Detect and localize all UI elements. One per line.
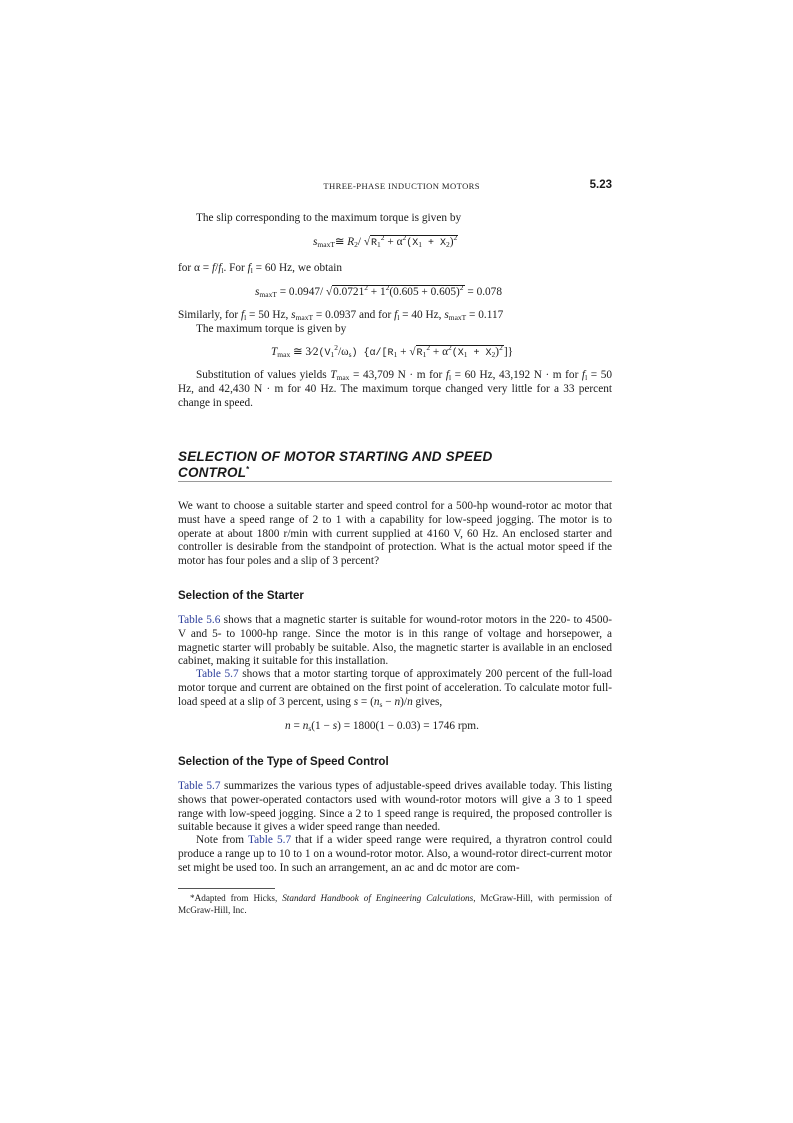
eq3-T-sub: max bbox=[277, 350, 291, 359]
eq3-frac: 3⁄2 bbox=[305, 346, 319, 358]
equation-slip-60hz bbox=[255, 285, 502, 299]
eq3-T: T bbox=[271, 346, 278, 358]
paragraph-starter-2 bbox=[178, 668, 612, 709]
eq4-s: s bbox=[332, 720, 338, 732]
eq1-s-sub: maxT bbox=[317, 240, 335, 249]
starter-p2-b: = ( bbox=[358, 695, 374, 708]
eq2-s-sub: maxT bbox=[259, 290, 277, 299]
p3-s2: s bbox=[444, 309, 449, 321]
p5-a: Substitution of values yields bbox=[196, 369, 331, 381]
eq3-rad-a: R bbox=[416, 348, 423, 359]
footnote-title: Standard Handbook of Engineering Calculations bbox=[282, 893, 474, 903]
starter-p1-rest: shows that a magnetic starter is suitable for wound-rotor motors in the 220- to 4500-V and 5- to 1000-hp range. Since the motor is in this range of voltage and horsepower, a magnetic starter will probably be suitable. Also, the magnetic starter is available in an enclosed cabinet, making it suitable for this installation. bbox=[178, 614, 612, 668]
footnote-b: , McGraw-Hill, with permission of McGraw-Hill, Inc. bbox=[178, 893, 612, 915]
starter-p2-s: s bbox=[353, 695, 359, 708]
p5-f2: f bbox=[581, 369, 586, 381]
eq3-rad-sub: 1 bbox=[422, 350, 427, 359]
p3-s2sub: maxT bbox=[448, 313, 467, 322]
eq2-rad-sup2: 2 bbox=[385, 283, 390, 292]
eq3-rel: ≅ bbox=[290, 346, 306, 358]
eq2-s: s bbox=[255, 286, 260, 298]
paragraph-speed-2 bbox=[178, 834, 612, 875]
eq2-rad-sup3: 2 bbox=[459, 283, 464, 292]
p3-c: = 0.0937 and for bbox=[313, 309, 395, 321]
eq3-r-sub: 1 bbox=[393, 350, 398, 359]
starter-p2-e: gives, bbox=[412, 695, 443, 708]
eq2-radicand bbox=[332, 285, 464, 298]
p5-Tsub: max bbox=[336, 373, 350, 382]
p3-l2: l bbox=[397, 313, 400, 322]
eq2-rad-b: + 1 bbox=[367, 286, 386, 298]
page-number: 5.23 bbox=[589, 179, 612, 191]
paragraph-similarly bbox=[178, 309, 612, 323]
eq3-rad-b: + α bbox=[430, 346, 449, 358]
paragraph-problem-statement: We want to choose a suitable starter and speed control for a 500-hp wound-rotor ac motor that must have a speed range of 2 to 1 with a capability for low-speed jogging. The motor is to operate at about 1800 r/min with current supplied at 4160 V, 60 Hz. An enclosed starter and controller is desirable from the standpoint of protection. What is the actual motor speed if the motor has four poles and a slip of 3 percent? bbox=[178, 500, 612, 568]
eq1-r2: R bbox=[347, 236, 355, 248]
eq3-rad-x2: 2 bbox=[491, 350, 496, 359]
eq3-end: ]} bbox=[503, 346, 513, 358]
eq1-rad-r-sup: 2 bbox=[380, 233, 385, 242]
paragraph-substitution bbox=[178, 369, 612, 410]
speed-p2-rest: that if a wider speed range were required, a thyratron control could produce a range up to 10 to 1 on a wound-rotor motor. Also, a wound-rotor direct-current motor set might be used too. In such an arrangement, an ac and dc motor are com- bbox=[178, 834, 612, 874]
p5-f1: f bbox=[445, 369, 449, 381]
p5-T: T bbox=[330, 369, 337, 381]
section-heading-footnote-mark: * bbox=[246, 465, 250, 474]
p5-b: = 43,709 N · m for bbox=[349, 369, 446, 381]
eq3-v-sub: 1 bbox=[330, 350, 335, 359]
equation-full-load-speed bbox=[285, 719, 479, 733]
eq2-rad-a: 0.0721 bbox=[333, 286, 365, 298]
p3-l1: l bbox=[244, 313, 247, 322]
eq1-rad-alpha: + α bbox=[384, 236, 403, 248]
eq3-a: (V bbox=[318, 348, 331, 359]
p3-d: = 40 Hz, bbox=[399, 309, 445, 321]
starter-p2-ns: s bbox=[379, 699, 383, 709]
p3-s1sub: maxT bbox=[295, 313, 314, 322]
eq2-result: = 0.078 bbox=[464, 286, 502, 298]
p2-a: for α = bbox=[178, 262, 212, 274]
eq3-rad-sup3: 2 bbox=[499, 343, 503, 352]
p3-b: = 50 Hz, bbox=[246, 309, 292, 321]
p2-fl: f bbox=[218, 262, 222, 274]
eq4-n2: n bbox=[302, 720, 309, 732]
eq3-rad-x1: 1 bbox=[463, 350, 468, 359]
eq1-rad-close: ) bbox=[449, 236, 454, 248]
p2-slash: / bbox=[215, 262, 219, 274]
eq2-rad-sup1: 2 bbox=[364, 283, 368, 292]
p3-a: Similarly, for bbox=[178, 309, 241, 321]
paragraph-starter-1 bbox=[178, 614, 612, 669]
link-table-5-7-a[interactable]: Table 5.7 bbox=[196, 668, 239, 680]
paragraph-slip-intro: The slip corresponding to the maximum torque is given by bbox=[196, 212, 462, 224]
eq1-r2-sub: 2 bbox=[354, 240, 358, 249]
subheading-starter: Selection of the Starter bbox=[178, 590, 304, 602]
paragraph-speed-1 bbox=[178, 780, 612, 835]
p3-s1: s bbox=[291, 309, 296, 321]
equation-slip-max-torque bbox=[313, 235, 458, 250]
section-divider bbox=[178, 481, 612, 482]
running-header-title: THREE-PHASE INDUCTION MOTORS bbox=[323, 181, 480, 191]
p2-l: l bbox=[221, 266, 224, 275]
starter-p2-n2: n bbox=[394, 695, 401, 708]
p2-l2: l bbox=[250, 266, 253, 275]
eq3-c: ) {α/[R bbox=[351, 348, 394, 359]
section-heading-line1: SELECTION OF MOTOR STARTING AND SPEED bbox=[178, 449, 493, 464]
p2-fl2: f bbox=[247, 262, 251, 274]
eq2-rad-c: (0.605 + 0.605) bbox=[389, 286, 460, 298]
p5-l2: l bbox=[585, 373, 588, 382]
p3-f2: f bbox=[394, 309, 398, 321]
eq3-v-sup: 2 bbox=[334, 343, 339, 352]
paragraph-max-torque-intro: The maximum torque is given by bbox=[196, 323, 347, 335]
eq2-body: = 0.0947/ √ bbox=[276, 286, 333, 298]
eq1-rad-sq: 2 bbox=[453, 233, 458, 242]
eq3-d: + √ bbox=[397, 346, 416, 358]
eq1-rad-r-sub: 1 bbox=[377, 240, 381, 249]
p2-c: = 60 Hz, we obtain bbox=[252, 262, 343, 274]
speed-p1-rest: summarizes the various types of adjustable-speed drives available today. This listing shows that power-operated contactors used with wound-rotor motors will give a 3 to 1 speed range with low-speed jogging. Since a 2 to 1 speed range is required, the proposed controller is suitable because it gives a wider speed range than needed. bbox=[178, 780, 612, 834]
eq4-ns: s bbox=[308, 724, 312, 733]
eq1-rad-x1-sub: 1 bbox=[418, 240, 423, 249]
section-heading bbox=[178, 449, 612, 481]
starter-p2-a: shows that a motor starting torque of approximately 200 percent of the full-load motor torque and current are obtained on the first point of acceleration. To calculate motor full-load speed at a slip of 3 percent, using bbox=[178, 668, 612, 708]
paragraph-for-alpha bbox=[178, 262, 612, 276]
p2-b: . For bbox=[223, 262, 248, 274]
eq1-slash: / √ bbox=[357, 236, 371, 248]
eq1-radicand bbox=[370, 235, 458, 250]
eq1-rad-x2-sub: 2 bbox=[446, 240, 450, 249]
link-table-5-7-b[interactable]: Table 5.7 bbox=[178, 780, 221, 792]
section-heading-line2: CONTROL bbox=[178, 465, 247, 480]
p5-l1: l bbox=[448, 373, 452, 382]
link-table-5-7-c[interactable]: Table 5.7 bbox=[247, 834, 292, 846]
speed-p2-a: Note from bbox=[196, 834, 248, 846]
starter-p2-c: − bbox=[382, 695, 395, 708]
eq4-c: ) = 1800(1 − 0.03) = 1746 rpm. bbox=[337, 720, 479, 732]
starter-p2-n3: n bbox=[407, 695, 413, 708]
eq3-rad-sup: 2 bbox=[426, 343, 431, 352]
eq4-a: = bbox=[290, 720, 303, 732]
eq3-radicand bbox=[416, 345, 504, 360]
eq1-rad-alpha-sup: 2 bbox=[402, 233, 407, 242]
p3-f1: f bbox=[240, 309, 245, 321]
eq1-rel: ≅ bbox=[334, 236, 345, 248]
eq1-rad-r: R bbox=[371, 238, 378, 249]
footnote bbox=[178, 893, 612, 916]
eq3-w-sub: s bbox=[348, 350, 352, 359]
p2-f: f bbox=[211, 262, 216, 274]
p5-c: = 60 Hz, 43,192 N · m for bbox=[451, 369, 582, 381]
eq1-rad-x2: + X bbox=[422, 238, 447, 249]
starter-p2-n: n bbox=[373, 695, 380, 708]
eq3-rad-e: ) bbox=[495, 346, 500, 358]
link-table-5-6[interactable]: Table 5.6 bbox=[178, 614, 221, 626]
subheading-speed-control: Selection of the Type of Speed Control bbox=[178, 756, 389, 768]
eq3-b: /ω bbox=[338, 346, 349, 358]
p3-e: = 0.117 bbox=[466, 309, 504, 321]
eq1-rad-x1: (X bbox=[406, 238, 419, 249]
starter-p2-d: )/ bbox=[400, 695, 408, 708]
equation-max-torque bbox=[271, 345, 513, 361]
footnote-a: *Adapted from Hicks, bbox=[190, 893, 283, 903]
eq1-s: s bbox=[313, 236, 318, 248]
footnote-rule bbox=[178, 888, 275, 889]
p5-d: = 50 Hz, and 42,430 N · m for 40 Hz. The maximum torque changed very little for a 33 percent change in speed. bbox=[178, 369, 612, 409]
eq4-n: n bbox=[285, 720, 291, 732]
eq3-rad-d: + X bbox=[467, 348, 492, 359]
eq3-rad-c: (X bbox=[451, 348, 464, 359]
eq3-rad-sup2: 2 bbox=[448, 343, 452, 352]
eq4-b: (1 − bbox=[311, 720, 333, 732]
